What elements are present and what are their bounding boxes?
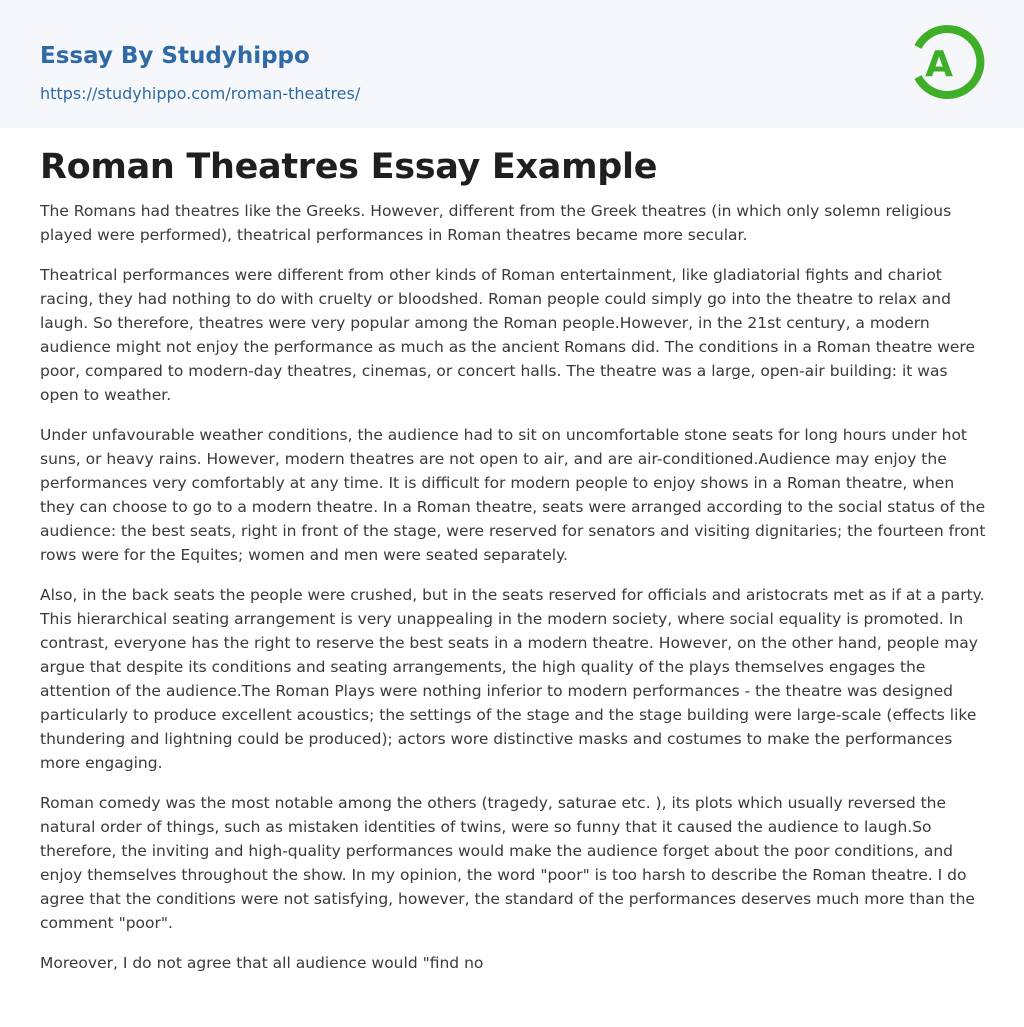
logo-letter: A bbox=[925, 44, 953, 85]
source-url-link[interactable]: https://studyhippo.com/roman-theatres/ bbox=[40, 84, 361, 103]
page-title: Roman Theatres Essay Example bbox=[40, 147, 658, 187]
studyhippo-logo-icon[interactable] bbox=[912, 19, 988, 105]
paragraph: Under unfavourable weather conditions, the audience had to sit on uncomfortable stone seats for long hours under hot suns, or heavy rains. However, modern theatres are not open to air, and are air-conditioned.Audience may enjoy the performances very comfortably at any time. It is difficult for modern people to enjoy shows in a Roman theatre, when they can choose to go to a modern theatre. In a Roman theatre, seats were arranged according to the social status of the audience: the best seats, right in front of the stage, were reserved for senators and visiting dignitaries; the fourteen front rows were for the Equites; women and men were seated separately. bbox=[40, 426, 986, 564]
site-brand[interactable]: Essay By Studyhippo bbox=[40, 43, 310, 69]
site-header bbox=[0, 0, 1024, 128]
paragraph: Also, in the back seats the people were crushed, but in the seats reserved for officials and aristocrats met as if at a party. This hierarchical seating arrangement is very unappealing in the modern society, where social equality is promoted. In contrast, everyone has the right to reserve the best seats in a modern theatre. However, on the other hand, people may argue that despite its conditions and seating arrangements, the high quality of the plays themselves engages the attention of the audience.The Roman Plays were nothing inferior to modern performances - the theatre was designed particularly to produce excellent acoustics; the settings of the stage and the stage building were large-scale (effects like thundering and lightning could be produced); actors wore distinctive masks and costumes to make the performances more engaging. bbox=[40, 586, 985, 772]
paragraph: Theatrical performances were different from other kinds of Roman entertainment, like gladiatorial fights and chariot racing, they had nothing to do with cruelty or bloodshed. Roman people could simply go into the theatre to relax and laugh. So therefore, theatres were very popular among the Roman people.However, in the 21st century, a modern audience might not enjoy the performance as much as the ancient Romans did. The conditions in a Roman theatre were poor, compared to modern-day theatres, cinemas, or concert halls. The theatre was a large, open-air building: it was open to weather. bbox=[40, 266, 975, 404]
article bbox=[40, 143, 990, 991]
paragraph: The Romans had theatres like the Greeks. However, different from the Greek theatres (in which only solemn religious played were performed), theatrical performances in Roman theatres became more secular. bbox=[40, 202, 952, 244]
paragraph: Roman comedy was the most notable among the others (tragedy, saturae etc. ), its plots which usually reversed the natural order of things, such as mistaken identities of twins, were so funny that it caused the audience to laugh.So therefore, the inviting and high-quality performances would make the audience forget about the poor conditions, and enjoy themselves throughout the show. In my opinion, the word "poor" is too harsh to describe the Roman theatre. I do agree that the conditions were not satisfying, however, the standard of the performances deserves much more than the comment "poor". bbox=[40, 794, 975, 932]
paragraph: Moreover, I do not agree that all audience would "find no bbox=[40, 954, 484, 972]
